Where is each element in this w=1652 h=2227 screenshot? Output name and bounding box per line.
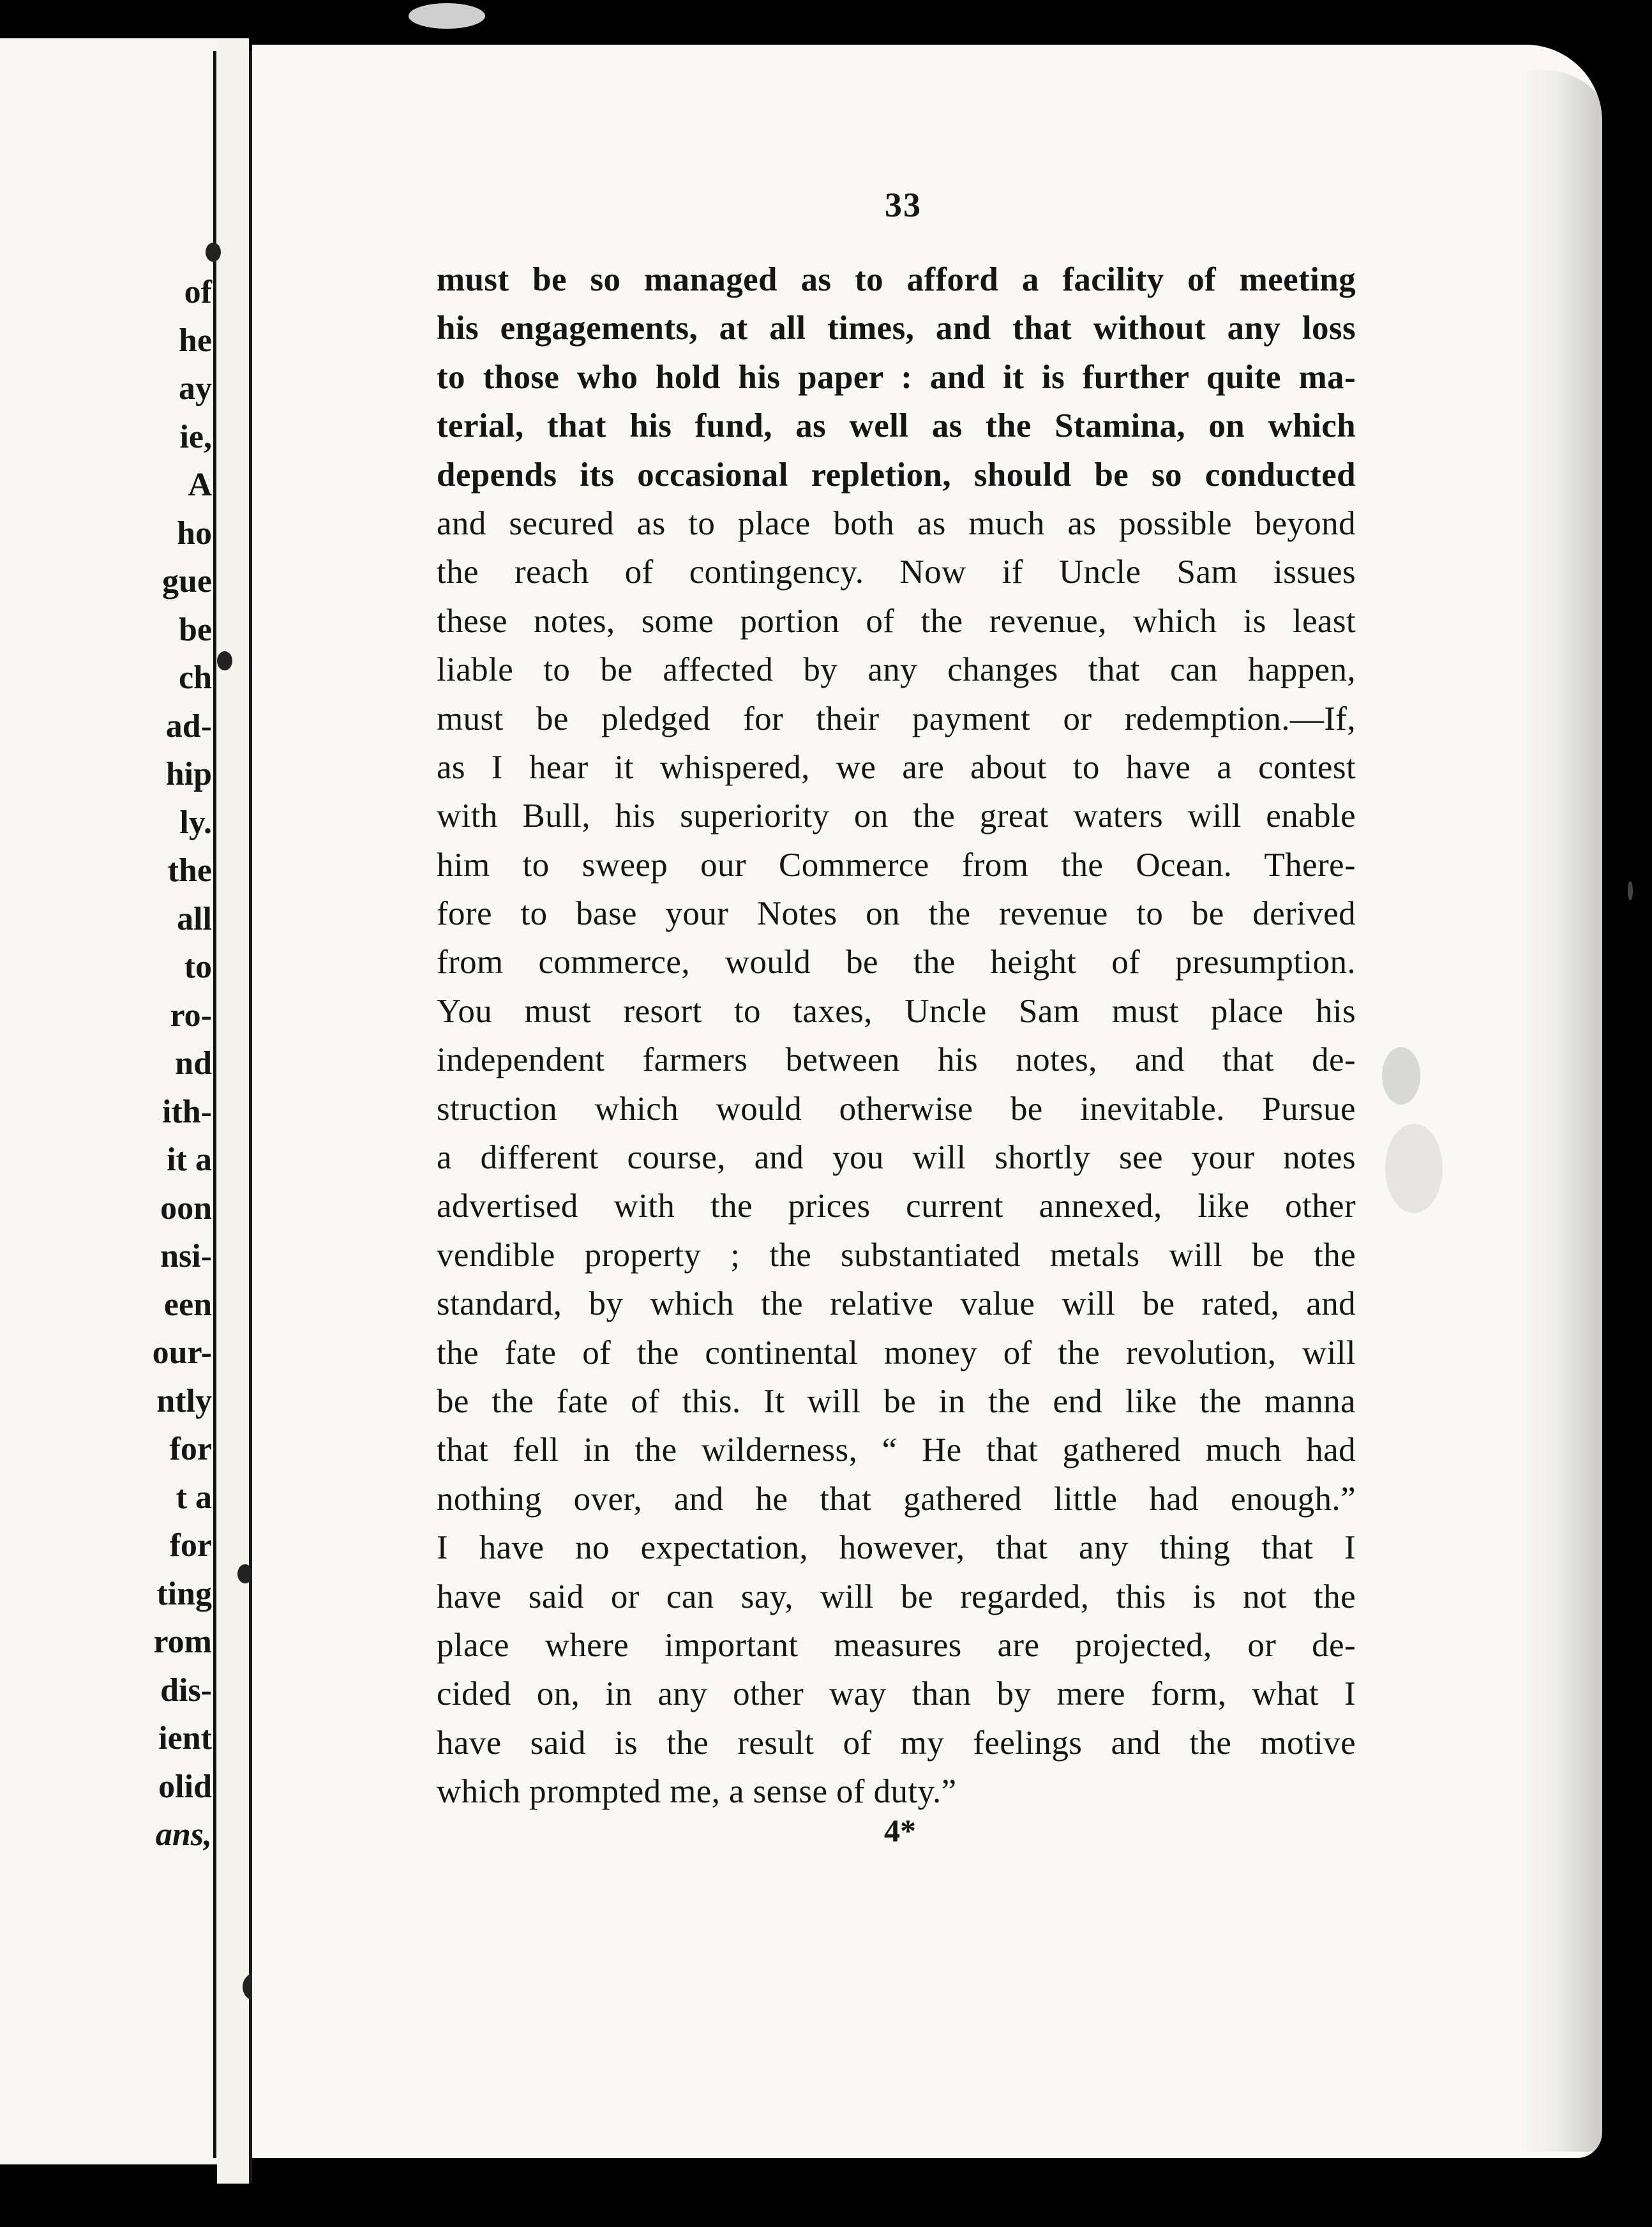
left-fragment: ans, [155,1816,212,1853]
text-line: place where important measures are projected, or de- [437,1626,1356,1664]
page-edge-shadow [1519,70,1615,2152]
text-line: the fate of the continental money of the revolution, will [437,1334,1356,1371]
text-line: must be so managed as to afford a facility of meeting [437,261,1356,298]
left-fragment: of [184,274,212,310]
left-fragment: to [184,949,212,985]
left-fragment: rom [153,1624,212,1660]
text-line: liable to be affected by any changes that can happen, [437,651,1356,689]
left-fragment: be [179,611,212,648]
left-fragment: ntly [156,1382,212,1419]
left-fragment: it a [167,1142,212,1178]
text-line: a different course, and you will shortly see your notes [437,1139,1356,1177]
left-fragment: for [169,1431,212,1467]
text-line: advertised with the prices current annexed, like other [437,1188,1356,1225]
paper-blemish [1382,1047,1420,1105]
text-line: independent farmers between his notes, and that de- [437,1041,1356,1079]
text-line: I have no expectation, however, that any thing that I [437,1529,1356,1567]
signature-mark: 4* [884,1813,916,1848]
text-line: fore to base your Notes on the revenue to be derived [437,895,1356,933]
text-line: these notes, some portion of the revenue, which is least [437,602,1356,640]
left-fragment: dis- [160,1672,212,1709]
left-fragment: ro- [170,997,212,1034]
text-line: vendible property ; the substantiated metals will be the [437,1236,1356,1274]
text-line: to those who hold his paper : and it is further quite ma- [437,358,1356,396]
text-line: have said is the result of my feelings and the motive [437,1724,1356,1762]
text-line: cided on, in any other way than by mere form, what I [437,1675,1356,1713]
left-fragment: he [179,322,212,359]
left-fragment: een [163,1286,212,1323]
left-fragment: oon [160,1189,212,1227]
text-line: struction which would otherwise be inevitable. Pursue [437,1090,1356,1128]
text-line: as I hear it whispered, we are about to have a contest [437,748,1356,786]
left-fragment: for [169,1527,212,1564]
text-line: be the fate of this. It will be in the end like the manna [437,1382,1356,1420]
left-fragment: nd [175,1045,212,1082]
left-fragment: olid [158,1768,212,1805]
left-fragment: ting [156,1575,212,1612]
left-fragment: all [177,900,212,937]
left-fragment: ad- [165,707,212,744]
text-line: have said or can say, will be regarded, this is not the [437,1578,1356,1615]
paper-blemish [1628,881,1633,900]
left-fragment: ho [177,515,212,552]
text-line: standard, by which the relative value will be rated, and [437,1285,1356,1323]
left-fragment: ch [179,660,212,696]
text-line: nothing over, and he that gathered little had enough.” [437,1480,1356,1518]
text-line: him to sweep our Commerce from the Ocean. There- [437,846,1356,884]
left-facing-page [0,38,217,2164]
binding-thread-knot [206,243,221,262]
gutter-line-left [213,51,216,2158]
text-line: depends its occasional repletion, should be so conducted [437,456,1356,494]
paper-blemish [1385,1124,1443,1213]
left-fragment: ient [158,1720,212,1756]
page-body-text [437,255,1356,1816]
left-fragment: nsi- [160,1238,212,1274]
ink-smudge [409,3,485,29]
left-fragment: t a [176,1479,212,1516]
binding-thread-knot [237,1564,253,1583]
left-fragment: the [167,852,212,889]
text-line: the reach of contingency. Now if Uncle Sam issues [437,554,1356,591]
left-fragment: ly. [179,804,212,841]
text-line: You must resort to taxes, Uncle Sam must place his [437,992,1356,1030]
left-fragment: our- [152,1334,212,1371]
text-line: terial, that his fund, as well as the Stamina, on which [437,407,1356,445]
page-number: 33 [885,186,922,224]
text-line: must be pledged for their payment or redemption.—If, [437,700,1356,737]
left-fragment: hip [165,756,212,792]
binding-thread-knot [217,651,232,670]
text-line: from commerce, would be the height of presumption. [437,944,1356,981]
left-fragment: A [188,467,212,503]
left-fragment: gue [162,563,212,600]
text-line: which prompted me, a sense of duty.” [437,1773,957,1811]
text-line: with Bull, his superiority on the great waters will enable [437,797,1356,835]
left-page-line-fragments [153,268,212,1859]
text-line: his engagements, at all times, and that without any loss [437,310,1356,347]
text-line: that fell in the wilderness, “ He that gathered much had [437,1431,1356,1469]
left-fragment: ay [179,370,212,407]
left-fragment: ith- [162,1093,212,1130]
left-fragment: ie, [179,418,212,455]
text-line: and secured as to place both as much as possible beyond [437,504,1356,542]
binding-gutter [217,38,249,2184]
